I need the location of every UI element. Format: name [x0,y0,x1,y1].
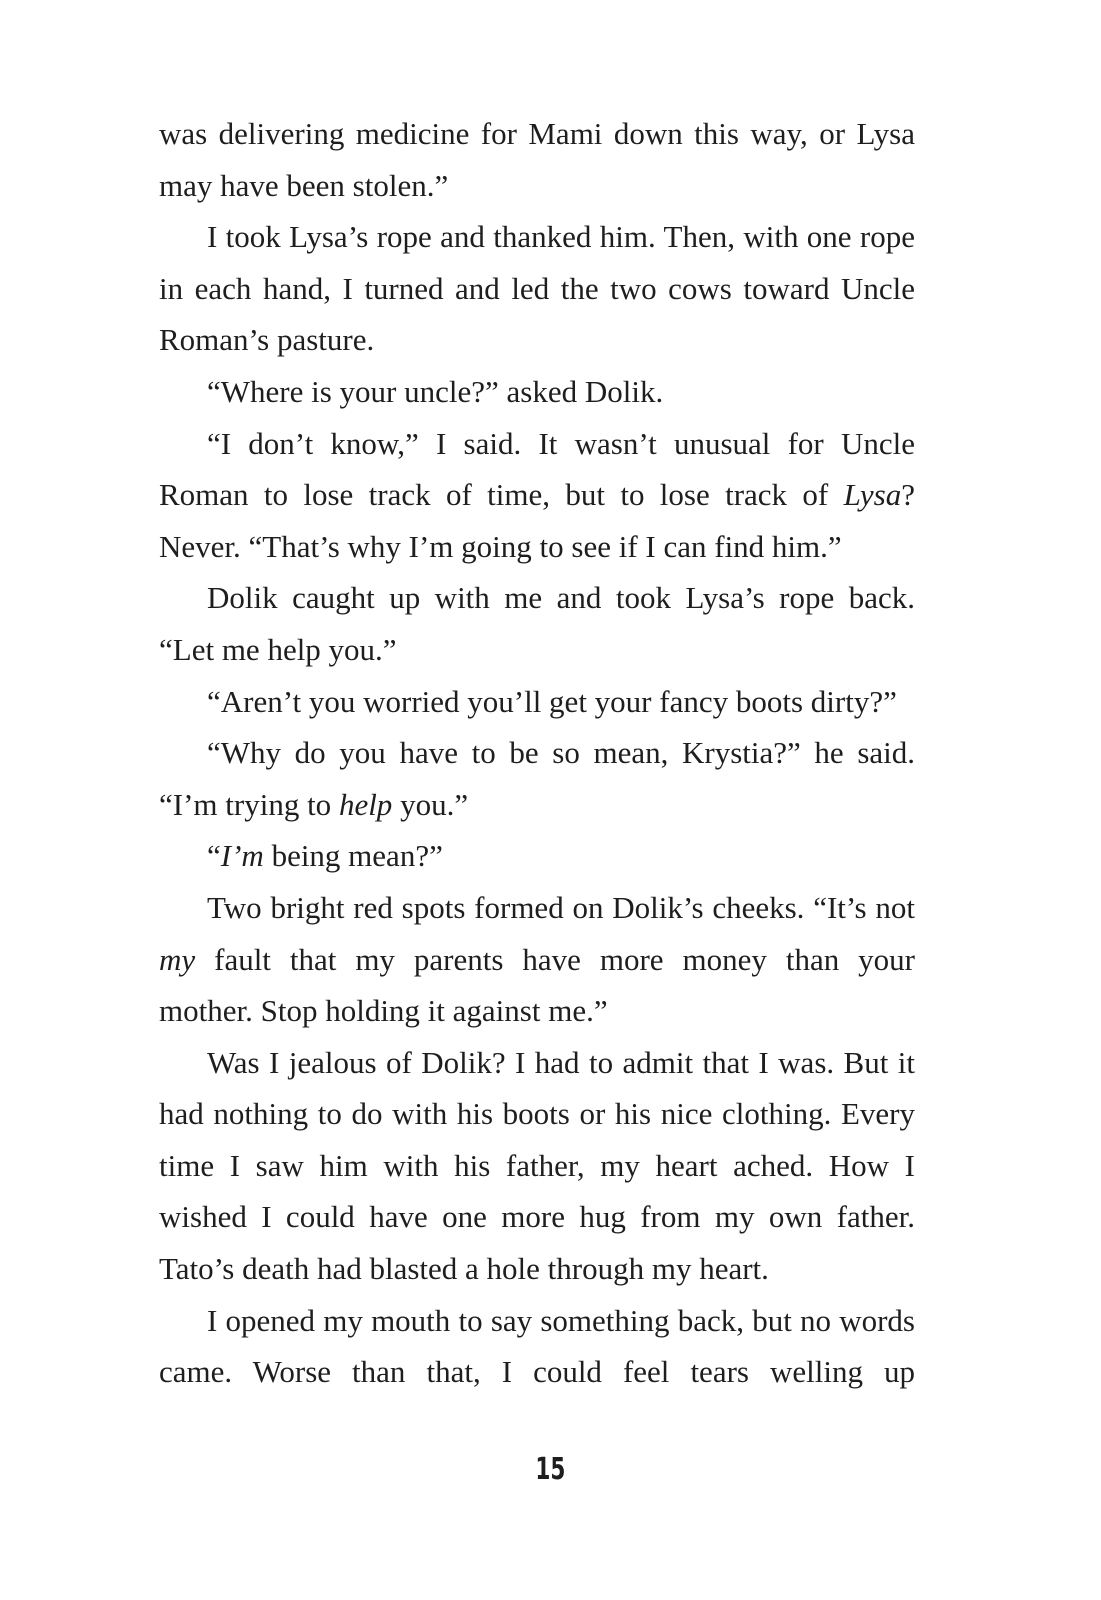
paragraph: Was I jealous of Dolik? I had to admit that I was. But it had nothing to do with his boots or his nice clothing. Every time I saw him with his father, my heart ached. How I wished I could have one more hug from my own father. Tato’s death had blasted a hole through my heart. [159,1044,915,1287]
body-text [159,108,915,1398]
paragraph: “Where is your uncle?” asked Dolik. [207,373,664,409]
paragraph: “I don’t know,” I said. It wasn’t unusual for Uncle Roman to lose track of time, but to lose track of Lysa? Never. “That’s why I’m going to see if I can find him.” [159,425,915,564]
paragraph: was delivering medicine for Mami down this way, or Lysa may have been stolen.” [159,116,915,203]
paragraph: I took Lysa’s rope and thanked him. Then, with one rope in each hand, I turned and led the two cows toward Uncle Roman’s pasture. [159,219,915,358]
page-number: 15 [535,1452,566,1487]
paragraph: “Aren’t you worried you’ll get your fancy boots dirty?” [207,683,897,719]
italic-emphasis: my [159,941,196,977]
italic-emphasis: I’m [220,838,264,874]
paragraph: Dolik caught up with me and took Lysa’s rope back. “Let me help you.” [159,580,915,667]
paragraph: I opened my mouth to say something back, but no words came. Worse than that, I could feel tears welling up [159,1302,915,1390]
italic-emphasis: Lysa [843,477,902,513]
italic-emphasis: help [338,786,393,822]
paragraph: “I’m being mean?” [207,838,443,874]
paragraph: “Why do you have to be so mean, Krystia?” he said. “I’m trying to help you.” [159,735,915,822]
paragraph: Two bright red spots formed on Dolik’s cheeks. “It’s not my fault that my parents have more money than your mother. Stop holding it against me.” [159,889,915,1029]
